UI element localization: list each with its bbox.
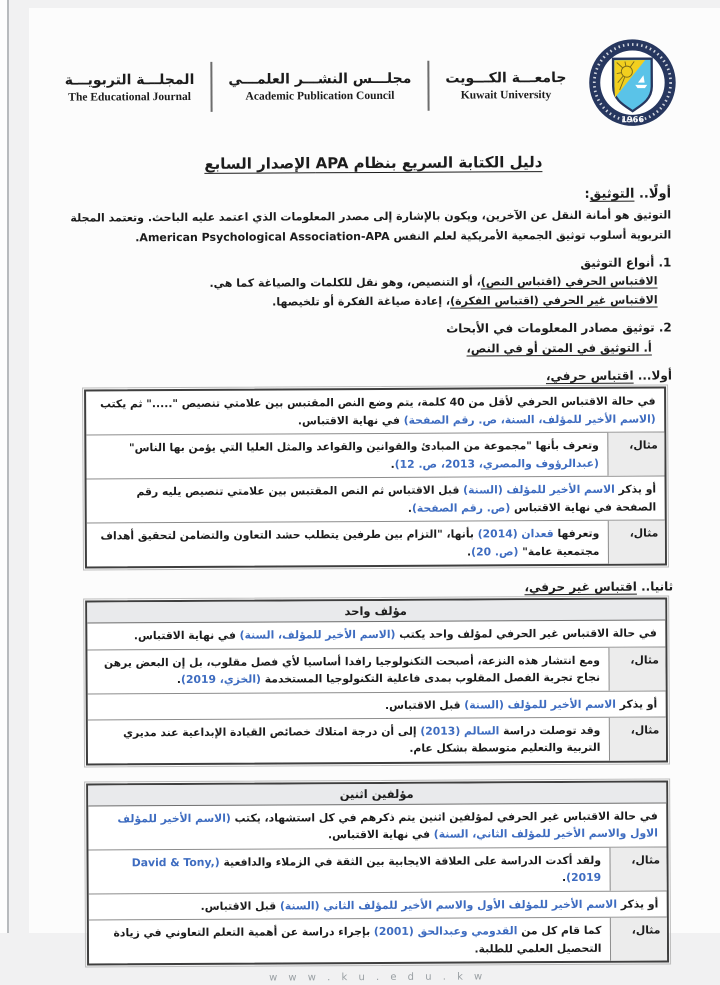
one-author-table-header: مؤلف واحد [87, 600, 665, 624]
documentation-definition: التوثيق هو أمانة النقل عن الآخرين، ويكون بالإشارة إلى مصدر المعلومات الذي اعتمد عليه الباحث. وتعتمد المجلة التربوية أسلوب توثيق الجمعية الأمريكية لعلم النفس American Psychological Association-APA. [70, 208, 672, 245]
table-row [86, 476, 664, 523]
scan-edge-line [7, 0, 9, 933]
table-row [87, 646, 665, 693]
scan-left-margin [0, 0, 7, 933]
rule-text: أو يذكر الاسم الأخير للمؤلف (السنة) قبل الاقتباس ثم النص المقتبس بين علامتي تنصيص يليه رقم الصفحة في نهاية الاقتباس (ص. رقم الصفحة). [136, 482, 657, 515]
document-page [29, 8, 720, 984]
masthead [57, 36, 678, 135]
org-publication-council-english: Academic Publication Council [245, 89, 395, 103]
intro-section [28, 186, 720, 358]
heading-literal-quotation: أولا... اقتباس حرفي، [545, 368, 673, 384]
table-row [87, 690, 665, 720]
example-text: ومع انتشار هذه النزعة، أصبحت التكنولوجيا رافدا أساسيا لأي فصل مقلوب، بل إن البعض يرهن نجاح تجربة الفصل المقلوب بمدى فاعلية التكنولوجيا المستخدمة (الخزي، 2019). [103, 653, 601, 687]
table-row [88, 803, 666, 849]
heading-paraphrase-quotation: ثانيا.. اقتباس غير حرفي، [524, 579, 674, 595]
rule-text: أو يذكر الاسم الأخير للمؤلف (السنة) قبل الاقتباس. [384, 697, 658, 712]
section-heading-documentation: أولًا.. التوثيق: [584, 186, 672, 202]
table-row [87, 716, 665, 763]
example-text: وتعرف بأنها "مجموعة من المبادئ والقوانين والقواعد والمثل العليا التي يؤمن بها الناس" (عبدالرؤوف والمصري، 2013، ص. 12). [128, 438, 599, 471]
heading-documentation-types: 1. أنواع التوثيق [580, 255, 672, 270]
org-educational-journal [59, 71, 201, 103]
example-text: وتعرفها قعدان (2014) بأنها، "التزام بين طرفين يتطلب حشد التعاون والتضامن لتحقيق أهداف مجتمعية عامة" (ص. 20). [100, 526, 600, 559]
type-literal-quote: الاقتباس الحرفي (اقتباس النص)، أو التنصيص، وهو نقل للكلمات والصياغة كما هي. [209, 274, 658, 290]
org-educational-journal-english: The Educational Journal [68, 90, 192, 104]
example-label: مثال، [607, 521, 664, 564]
example-text: كما قام كل من القدومي وعبدالحق (2001) بإجراء دراسة عن أهمية التعلم التعاوني في زيادة التحصيل العلمي للطلبة. [113, 924, 602, 956]
table-row [88, 846, 666, 893]
heading-sources-documentation: 2. توثيق مصادر المعلومات في الأبحاث [446, 320, 672, 336]
table-row [86, 389, 664, 435]
table-row [86, 520, 664, 567]
example-text: ولقد أكدت الدراسة على العلاقة الايجابية بين الثقة في الزملاء والدافعية (David & Tony, 2019). [131, 853, 602, 885]
org-kuwait-university-arabic: جامعـــة الكـــويت [445, 69, 567, 87]
kuwait-university-logo [586, 36, 679, 132]
header-divider [427, 61, 429, 111]
footer-website-url: w w w . k u . e d u . k w [269, 971, 487, 984]
rule-text: في حالة الاقتباس غير الحرفي لمؤلف واحد يكتب (الاسم الأخير للمؤلف، السنة) في نهاية الاقتباس. [133, 626, 657, 643]
document-title: دليل الكتابة السريع بنظام APA الإصدار السابع [204, 153, 543, 173]
literal-quotation-table [84, 387, 667, 569]
two-authors-table [86, 780, 669, 965]
rule-text: أو يذكر الاسم الأخير للمؤلف الأول والاسم الأخير للمؤلف الثاني (السنة) قبل الاقتباس. [200, 897, 659, 913]
example-label: مثال، [607, 433, 664, 476]
one-author-table [85, 598, 668, 766]
org-publication-council [222, 70, 417, 102]
example-text: وقد توصلت دراسة السالم (2013) إلى أن درجة امتلاك خصائص القيادة الإبداعية عند مديري التربية والتعليم متوسطة بشكل عام. [123, 723, 601, 756]
org-publication-council-arabic: مجلـــس النشـــر العلمـــي [228, 70, 412, 88]
example-label: مثال، [608, 717, 665, 760]
rule-text: في حالة الاقتباس غير الحرفي لمؤلفين اثنين يتم ذكرهم في كل استشهاد، يكتب (الاسم الأخير للمؤلف الاول والاسم الأخير للمؤلف الثاني، السنة) في نهاية الاقتباس. [117, 809, 658, 842]
example-label: مثال، [609, 918, 666, 961]
two-authors-table-header: مؤلفين اثنين [88, 782, 666, 806]
org-educational-journal-arabic: المجلـــة التربويـــة [64, 71, 195, 89]
table-row [88, 917, 666, 964]
example-label: مثال، [608, 647, 665, 690]
heading-in-text-citation: أ. التوثيق في المتن أو في النص، [466, 340, 652, 356]
org-kuwait-university-english: Kuwait University [460, 88, 552, 102]
table-row [87, 621, 665, 650]
rule-text: في حالة الاقتباس الحرفي لأقل من 40 كلمة، يتم وضع النص المقتبس بين علامتي تنصيص "....." ثم يكتب (الاسم الأخير للمؤلف، السنة، ص. رقم الصفحة) في نهاية الاقتباس. [100, 394, 656, 428]
header-divider [210, 62, 212, 112]
type-paraphrase-quote: الاقتباس غير الحرفي (اقتباس الفكرة)، إعادة صياغة الفكرة أو تلخيصها. [272, 293, 658, 309]
table-row [88, 890, 666, 920]
org-kuwait-university [439, 69, 572, 101]
svg-text:1966: 1966 [621, 114, 645, 125]
table-row [86, 432, 664, 479]
example-label: مثال، [609, 847, 666, 890]
university-seal-icon [586, 36, 678, 128]
